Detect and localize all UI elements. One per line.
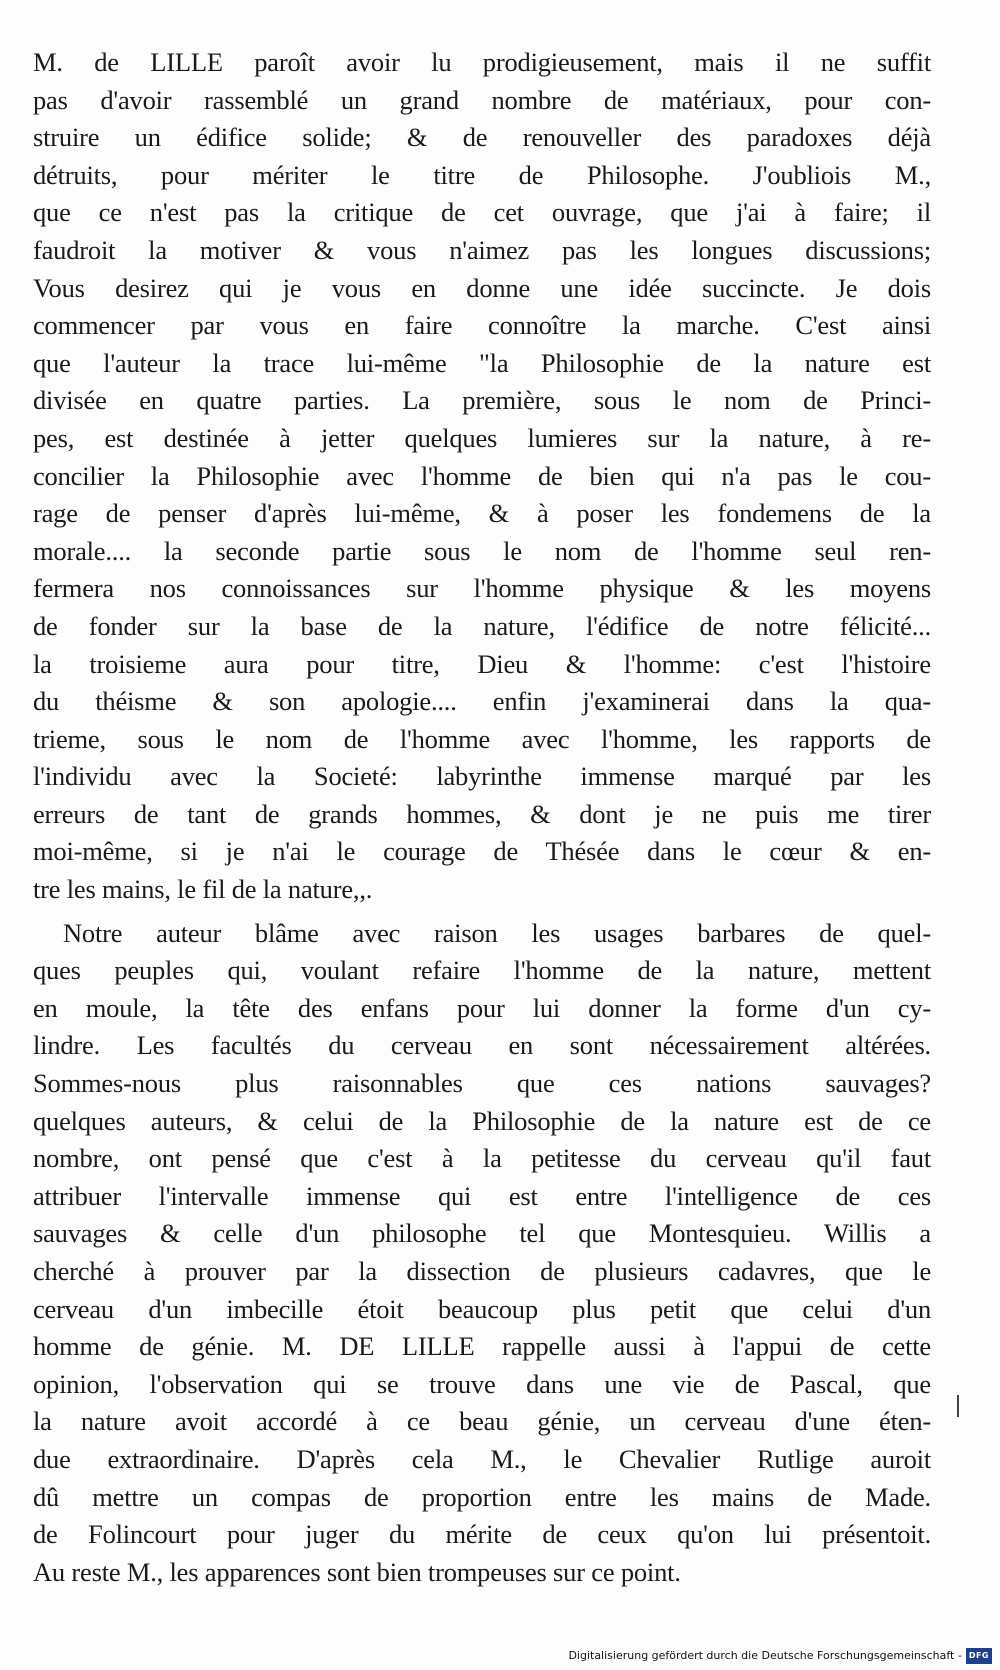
text-line: de fonder sur la base de la nature, l'édifice de notre félicité... [33,610,931,641]
text-line: de Folincourt pour juger du mérite de ceux qu'on lui présentoit. [33,1519,931,1550]
text-line: que l'auteur la trace lui-même "la Philosophie de la nature est [33,347,931,378]
dfg-logo: DFG [966,1648,992,1664]
text-line: la nature avoit accordé à ce beau génie, un cerveau d'une éten- [33,1406,931,1437]
text-line: du théisme & son apologie.... enfin j'examinerai dans la qua- [33,686,931,717]
body-text [33,44,931,1591]
text-line: pas d'avoir rassemblé un grand nombre de matériaux, pour con- [33,84,931,115]
text-line: la troisieme aura pour titre, Dieu & l'homme: c'est l'histoire [33,648,931,679]
text-line: cherché à prouver par la dissection de plusieurs cadavres, que le [33,1256,931,1286]
text-line: que ce n'est pas la critique de cet ouvrage, que j'ai à faire; il [33,197,931,228]
text-line: en moule, la tête des enfans pour lui donner la forme d'un cy- [33,992,931,1023]
text-line: quelques auteurs, & celui de la Philosophie de la nature est de ce [33,1105,931,1136]
text-line: opinion, l'observation qui se trouve dans une vie de Pascal, que [33,1368,931,1399]
text-line: trieme, sous le nom de l'homme avec l'homme, les rapports de [33,723,931,754]
text-line: ques peuples qui, voulant refaire l'homme de la nature, mettent [33,955,931,986]
text-line: Vous desirez qui je vous en donne une idée succincte. Je dois [33,272,931,303]
text-line: commencer par vous en faire connoître la marche. C'est ainsi [33,310,931,341]
text-line: morale.... la seconde partie sous le nom de l'homme seul ren- [33,535,931,566]
text-line: Au reste M., les apparences sont bien trompeuses sur ce point. [33,1556,681,1587]
text-line: divisée en quatre parties. La première, sous le nom de Princi- [33,385,931,416]
text-line: sauvages & celle d'un philosophe tel que Montesquieu. Willis a [33,1218,931,1249]
text-line: faudroit la motiver & vous n'aimez pas les longues discussions; [33,234,931,265]
text-line: M. de LILLE paroît avoir lu prodigieusement, mais il ne suffit [33,47,931,77]
text-line: moi-même, si je n'ai le courage de Thésée dans le cœur & en- [33,836,931,867]
text-line: tre les mains, le fil de la nature,,. [33,874,373,905]
text-line: concilier la Philosophie avec l'homme de bien qui n'a pas le cou- [33,460,931,491]
text-line: struire un édifice solide; & de renouveller des paradoxes déjà [33,122,931,153]
text-line: lindre. Les facultés du cerveau en sont nécessairement altérées. [33,1030,931,1061]
text-line: l'individu avec la Societé: labyrinthe immense marqué par les [33,761,931,792]
text-line: due extraordinaire. D'après cela M., le Chevalier Rutlige auroit [33,1443,931,1474]
text-line: cerveau d'un imbecille étoit beaucoup plus petit que celui d'un [33,1293,931,1324]
text-line: erreurs de tant de grands hommes, & dont je ne puis me tirer [33,798,931,829]
text-line: pes, est destinée à jetter quelques lumieres sur la nature, à re- [33,422,931,453]
text-line: Sommes-nous plus raisonnables que ces nations sauvages? [33,1068,931,1099]
text-line: attribuer l'intervalle immense qui est entre l'intelligence de ces [33,1180,931,1211]
digitization-credit [568,1648,992,1664]
text-line: nombre, ont pensé que c'est à la petitesse du cerveau qu'il faut [33,1143,931,1174]
text-line: dû mettre un compas de proportion entre les mains de Made. [33,1481,931,1512]
text-line: fermera nos connoissances sur l'homme physique & les moyens [33,573,931,604]
margin-mark [957,1395,959,1417]
text-line: Notre auteur blâme avec raison les usages barbares de quel- [63,917,931,948]
text-line: détruits, pour mériter le titre de Philosophe. J'oubliois M., [33,159,931,190]
text-line: homme de génie. M. DE LILLE rappelle aussi à l'appui de cette [33,1331,931,1362]
credit-text: Digitalisierung gefördert durch die Deutsche Forschungsgemeinschaft - [568,1649,962,1662]
text-line: rage de penser d'après lui-même, & à poser les fondemens de la [33,498,931,529]
